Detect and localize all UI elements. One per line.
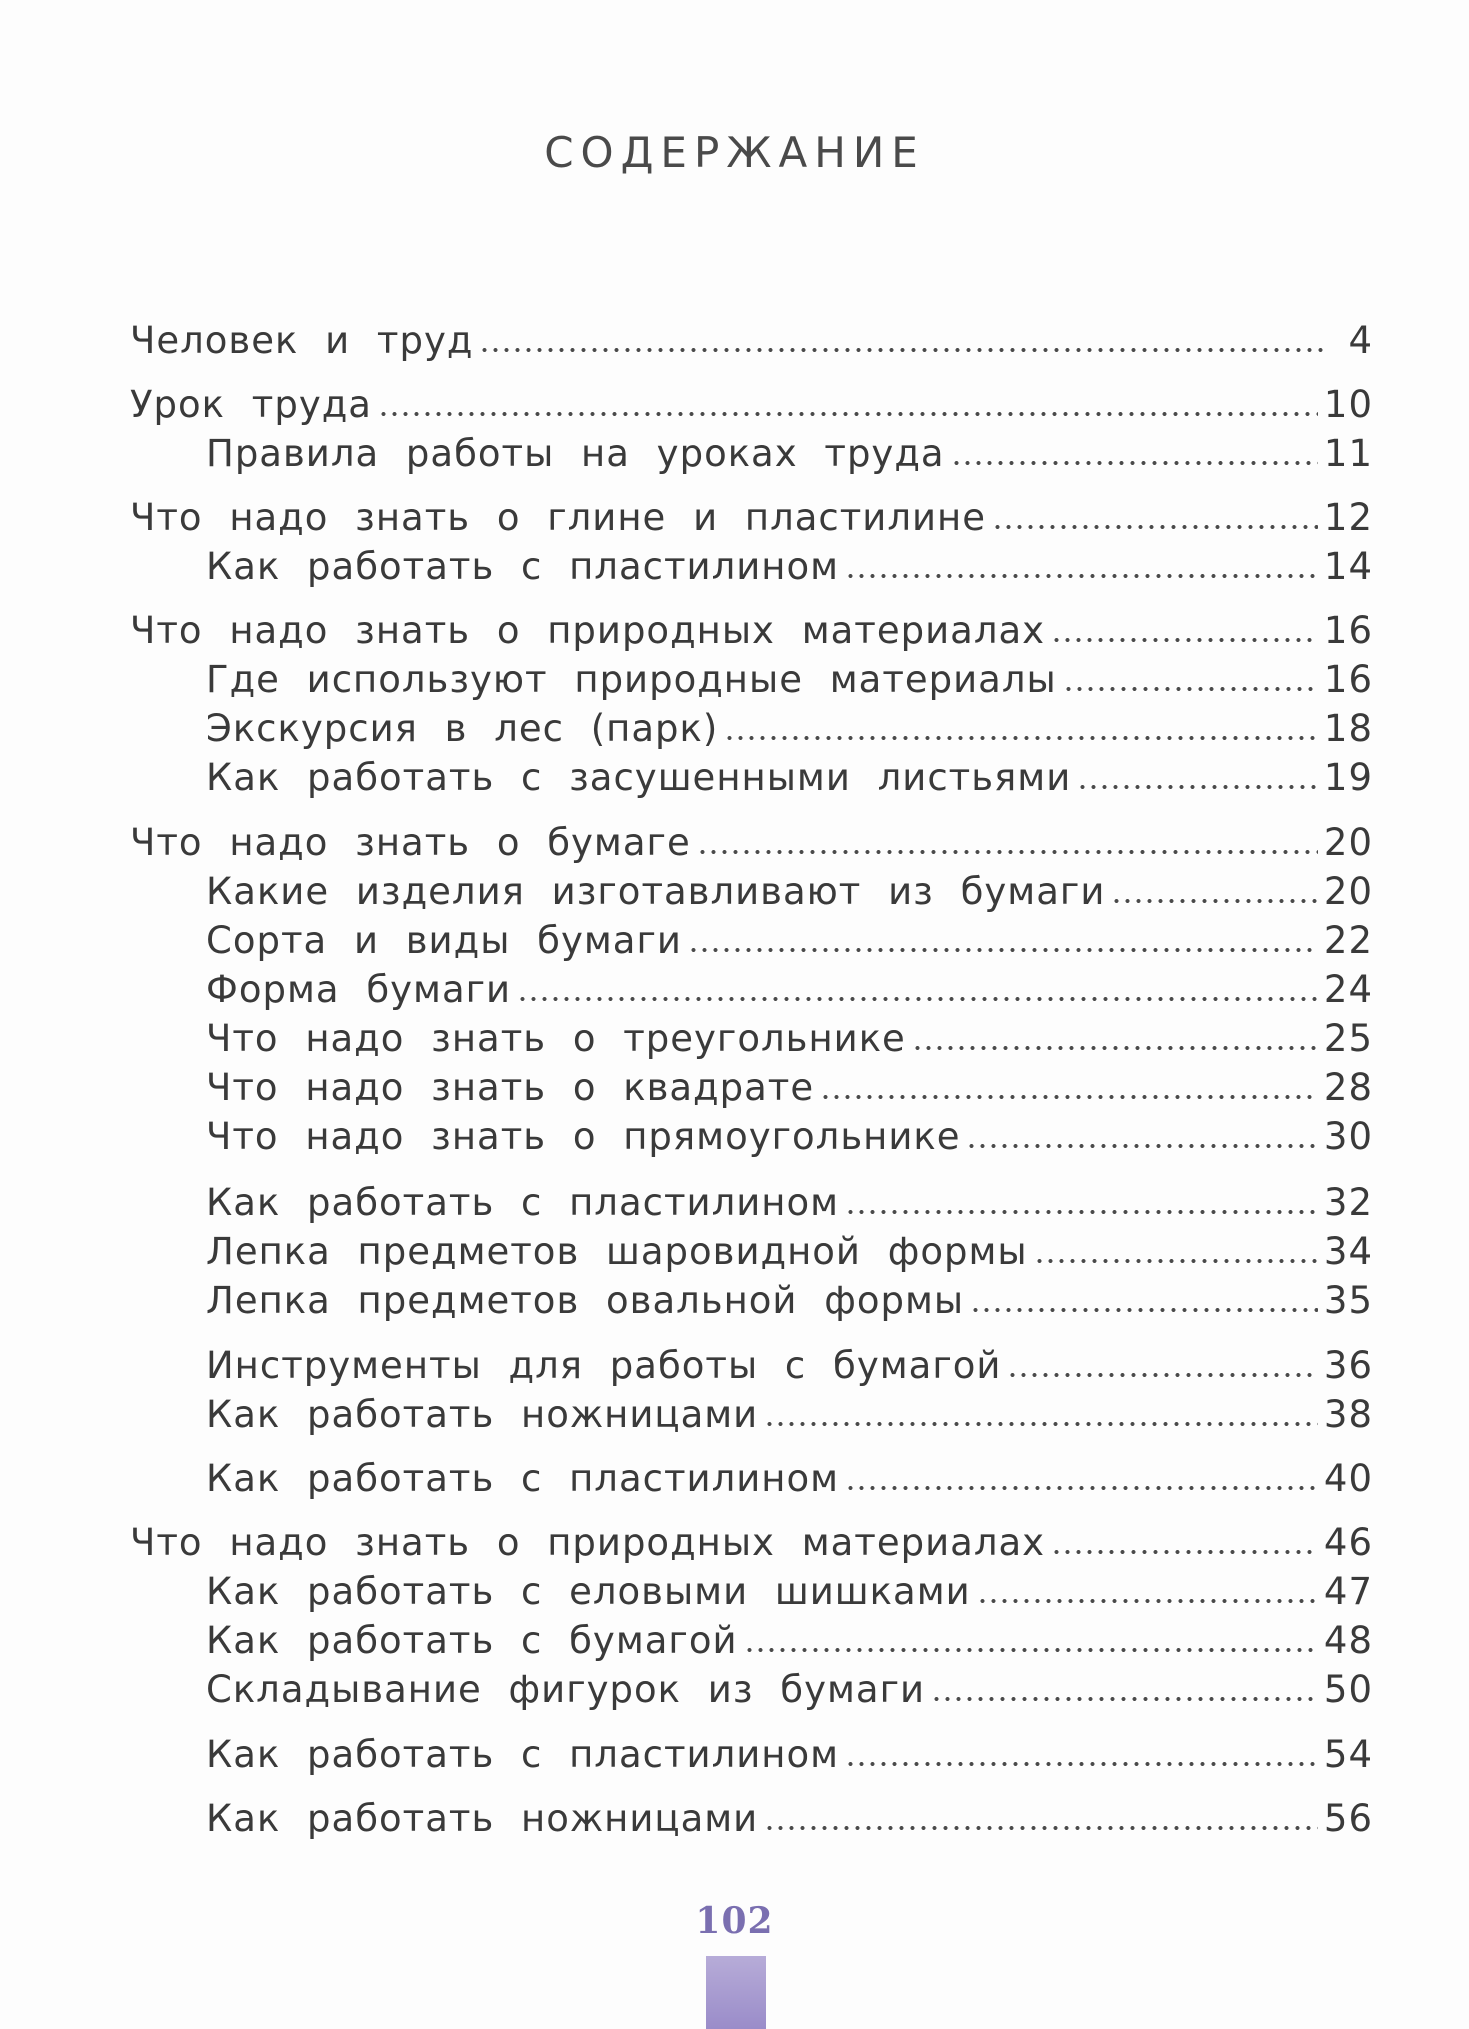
toc-subentry: [206, 706, 1373, 752]
toc-entry-title: Сорта и виды бумаги: [206, 919, 682, 962]
toc-subentry: [206, 1278, 1373, 1324]
dot-leader: [479, 345, 1323, 355]
toc-entry-page: 16: [1323, 658, 1373, 701]
toc-entry-page: 28: [1323, 1066, 1373, 1109]
dot-leader: [378, 409, 1318, 419]
toc-entry-page: 16: [1323, 609, 1373, 652]
toc-entry-title: Как работать с засушенными листьями: [206, 756, 1072, 799]
toc-entry-title: Что надо знать о природных материалах: [130, 1521, 1046, 1564]
dot-leader: [845, 1207, 1318, 1217]
toc-entry-title: Что надо знать о прямоугольнике: [206, 1115, 961, 1158]
toc-entry-title: Как работать с еловыми шишками: [206, 1570, 971, 1613]
toc-subentry: [206, 1180, 1373, 1226]
dot-leader: [697, 847, 1318, 857]
toc-entry-title: Где используют природные материалы: [206, 658, 1057, 701]
toc-subentry: [206, 1732, 1373, 1778]
dot-leader: [992, 522, 1318, 532]
dot-leader: [744, 1645, 1318, 1655]
toc-entry-title: Что надо знать о глине и пластилине: [130, 496, 986, 539]
toc-entry-page: 38: [1323, 1393, 1373, 1436]
toc-entry-page: 25: [1323, 1017, 1373, 1060]
toc-entry-page: 30: [1323, 1115, 1373, 1158]
dot-leader: [912, 1043, 1318, 1053]
toc-entry-page: 46: [1323, 1521, 1373, 1564]
toc-entry-title: Человек и труд: [130, 319, 474, 362]
toc-entry-title: Как работать с пластилином: [206, 1457, 840, 1500]
toc-entry-title: Как работать ножницами: [206, 1797, 759, 1840]
toc-entry: [130, 608, 1373, 654]
toc-entry-title: Как работать ножницами: [206, 1393, 759, 1436]
toc-subentry: [206, 755, 1373, 801]
dot-leader: [517, 994, 1318, 1004]
toc-entry: [130, 382, 1373, 428]
dot-leader: [845, 1483, 1318, 1493]
toc-entry-page: 10: [1323, 383, 1373, 426]
toc-entry-title: Как работать с пластилином: [206, 1181, 840, 1224]
toc-subentry: [206, 431, 1373, 477]
toc-entry-page: 18: [1323, 707, 1373, 750]
toc-subentry: [206, 1569, 1373, 1615]
toc-subentry: [206, 1456, 1373, 1502]
toc-entry-page: 48: [1323, 1619, 1373, 1662]
toc-subentry: [206, 1796, 1373, 1842]
toc-entry-page: 14: [1323, 545, 1373, 588]
toc-entry-title: Форма бумаги: [206, 968, 512, 1011]
toc-subentry: [206, 918, 1373, 964]
toc-entry-title: Что надо знать о бумаге: [130, 821, 691, 864]
dot-leader: [970, 1305, 1318, 1315]
dot-leader: [688, 945, 1318, 955]
toc-subentry: [206, 967, 1373, 1013]
toc-entry-page: 32: [1323, 1181, 1373, 1224]
page-tab-marker: [706, 1956, 766, 2029]
toc-entry-page: 11: [1323, 432, 1373, 475]
dot-leader: [966, 1141, 1317, 1151]
dot-leader: [1007, 1370, 1317, 1380]
toc-entry-title: Лепка предметов шаровидной формы: [206, 1230, 1028, 1273]
toc-entry: [130, 318, 1373, 364]
toc-entry-title: Инструменты для работы с бумагой: [206, 1344, 1002, 1387]
dot-leader: [845, 1759, 1318, 1769]
dot-leader: [724, 733, 1318, 743]
toc-entry-title: Экскурсия в лес (парк): [206, 707, 719, 750]
toc-subentry: [206, 869, 1373, 915]
toc-subentry: [206, 1229, 1373, 1275]
toc-entry-title: Как работать с пластилином: [206, 545, 840, 588]
dot-leader: [977, 1596, 1318, 1606]
toc-subentry: [206, 657, 1373, 703]
toc-entry: [130, 495, 1373, 541]
toc-subentry: [206, 1343, 1373, 1389]
toc-entry-page: 35: [1323, 1279, 1373, 1322]
toc-entry-page: 56: [1323, 1797, 1373, 1840]
dot-leader: [1077, 782, 1318, 792]
dot-leader: [820, 1092, 1318, 1102]
toc-entry-page: 24: [1323, 968, 1373, 1011]
toc-subentry: [206, 1065, 1373, 1111]
toc-entry-page: 36: [1323, 1344, 1373, 1387]
toc-entry-page: 40: [1323, 1457, 1373, 1500]
dot-leader: [1111, 896, 1318, 906]
toc-entry-title: Правила работы на уроках труда: [206, 432, 945, 475]
toc-subentry: [206, 1114, 1373, 1160]
toc-subentry: [206, 1016, 1373, 1062]
dot-leader: [845, 571, 1318, 581]
toc-entry-title: Лепка предметов овальной формы: [206, 1279, 965, 1322]
dot-leader: [1051, 635, 1318, 645]
dot-leader: [931, 1694, 1318, 1704]
dot-leader: [1063, 684, 1318, 694]
toc-subentry: [206, 544, 1373, 590]
toc-entry-page: 12: [1323, 496, 1373, 539]
dot-leader: [1034, 1256, 1318, 1266]
toc-entry-page: 22: [1323, 919, 1373, 962]
dot-leader: [1051, 1547, 1318, 1557]
toc-entry-title: Что надо знать о квадрате: [206, 1066, 815, 1109]
toc-entry-page: 54: [1323, 1733, 1373, 1776]
dot-leader: [764, 1823, 1318, 1833]
page-number: 102: [695, 1900, 774, 1942]
toc-entry-title: Что надо знать о треугольнике: [206, 1017, 906, 1060]
toc-entry-page: 20: [1323, 821, 1373, 864]
toc-entry-title: Что надо знать о природных материалах: [130, 609, 1046, 652]
toc-subentry: [206, 1618, 1373, 1664]
toc-entry-page: 34: [1323, 1230, 1373, 1273]
toc-entry-title: Какие изделия изготавливают из бумаги: [206, 870, 1106, 913]
toc-entry-title: Как работать с пластилином: [206, 1733, 840, 1776]
toc-entry-page: 50: [1323, 1668, 1373, 1711]
toc-entry-page: 20: [1323, 870, 1373, 913]
toc-entry-page: 19: [1323, 756, 1373, 799]
toc-entry: [130, 1520, 1373, 1566]
toc-entry-title: Урок труда: [130, 383, 372, 426]
toc-entry: [130, 820, 1373, 866]
dot-leader: [951, 458, 1318, 468]
toc-entry-title: Как работать с бумагой: [206, 1619, 738, 1662]
page-title: СОДЕРЖАНИЕ: [544, 128, 925, 177]
toc-entry-page: 47: [1323, 1570, 1373, 1613]
toc-subentry: [206, 1667, 1373, 1713]
toc-entry-page: 4: [1348, 319, 1373, 362]
toc-subentry: [206, 1392, 1373, 1438]
dot-leader: [764, 1419, 1318, 1429]
toc-entry-title: Складывание фигурок из бумаги: [206, 1668, 926, 1711]
